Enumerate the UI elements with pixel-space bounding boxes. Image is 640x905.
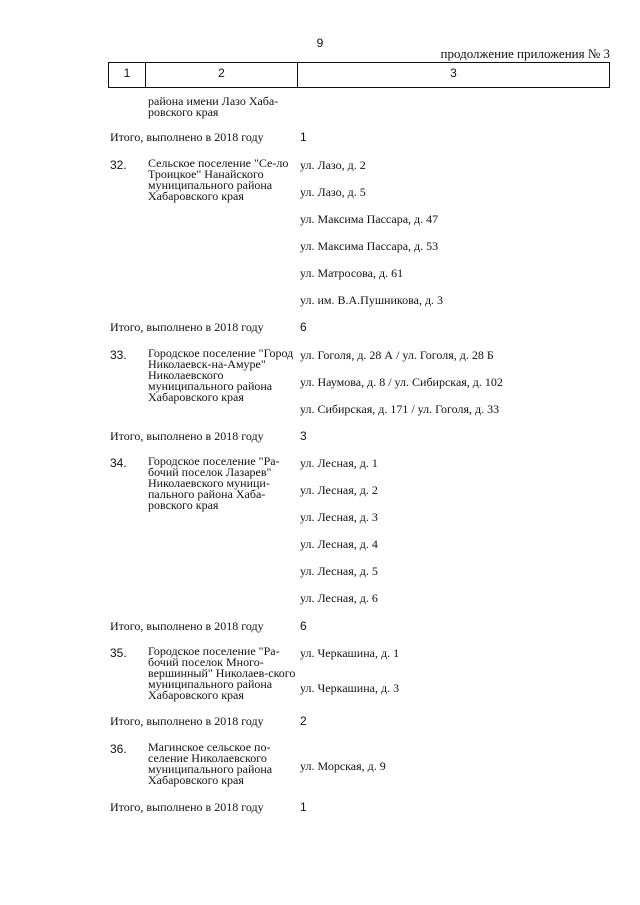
row-number: 36. bbox=[110, 742, 127, 756]
row-address: ул. Лесная, д. 1 bbox=[300, 456, 378, 470]
total-value: 6 bbox=[300, 320, 307, 334]
row-organization: Сельское поселение "Се-ло Троицкое" Нанайского муниципального района Хабаровского края bbox=[148, 156, 289, 203]
row-address: ул. Лесная, д. 4 bbox=[300, 537, 378, 551]
total-label: Итого, выполнено в 2018 году bbox=[110, 429, 264, 443]
row-number: 32. bbox=[110, 158, 127, 172]
table-header bbox=[108, 62, 610, 88]
total-value: 2 bbox=[300, 714, 307, 728]
row-address: ул. Гоголя, д. 28 А / ул. Гоголя, д. 28 Б bbox=[300, 348, 494, 362]
total-label: Итого, выполнено в 2018 году bbox=[110, 800, 264, 814]
row-address: ул. Лесная, д. 2 bbox=[300, 483, 378, 497]
row-organization: Городское поселение "Город Николаевск-на-Амуре" Николаевского муниципального района Хабаровского края bbox=[148, 346, 294, 404]
appendix-continuation-note: продолжение приложения № 3 bbox=[440, 46, 610, 61]
total-value: 1 bbox=[300, 800, 307, 814]
row-address: ул. им. В.А.Пушникова, д. 3 bbox=[300, 293, 444, 307]
header-col-1: 1 bbox=[123, 66, 131, 80]
row-organization: Городское поселение "Ра-бочий поселок Много-вершинный" Николаев-ского муниципального района Хабаровского края bbox=[148, 644, 296, 702]
row-number: 35. bbox=[110, 646, 127, 660]
row-number: 34. bbox=[110, 456, 127, 470]
total-value: 1 bbox=[300, 130, 307, 144]
row-address: ул. Сибирская, д. 171 / ул. Гоголя, д. 33 bbox=[300, 402, 500, 416]
row-address: ул. Черкашина, д. 3 bbox=[300, 681, 400, 695]
total-label: Итого, выполнено в 2018 году bbox=[110, 714, 264, 728]
row-address: ул. Матросова, д. 61 bbox=[300, 266, 404, 280]
row-number: 33. bbox=[110, 348, 127, 362]
total-value: 3 bbox=[300, 429, 307, 443]
row-address: ул. Лесная, д. 6 bbox=[300, 591, 378, 605]
total-label: Итого, выполнено в 2018 году bbox=[110, 320, 264, 334]
total-label: Итого, выполнено в 2018 году bbox=[110, 619, 264, 633]
header-col-2: 2 bbox=[218, 66, 225, 80]
row-address: ул. Максима Пассара, д. 47 bbox=[300, 212, 439, 226]
row-address: ул. Морская, д. 9 bbox=[300, 759, 386, 773]
row-address: ул. Наумова, д. 8 / ул. Сибирская, д. 102 bbox=[300, 375, 503, 389]
page-number: 9 bbox=[316, 36, 324, 50]
total-value: 6 bbox=[300, 619, 307, 633]
total-label: Итого, выполнено в 2018 году bbox=[110, 130, 264, 144]
row-address: ул. Лесная, д. 3 bbox=[300, 510, 378, 524]
row-address: ул. Лесная, д. 5 bbox=[300, 564, 378, 578]
row-address: ул. Лазо, д. 2 bbox=[300, 158, 366, 172]
row-address: ул. Лазо, д. 5 bbox=[300, 185, 366, 199]
row-address: ул. Максима Пассара, д. 53 bbox=[300, 239, 439, 253]
row-address: ул. Черкашина, д. 1 bbox=[300, 646, 400, 660]
header-col-3: 3 bbox=[450, 66, 457, 80]
row-organization: Магинское сельское по-селение Николаевского муниципального района Хабаровского края bbox=[148, 740, 273, 787]
carry-over-org: района имени Лазо Хаба-ровского края bbox=[148, 94, 279, 119]
row-organization: Городское поселение "Ра-бочий поселок Лазарев" Николаевского муници-пального района Хаба-ровского края bbox=[148, 454, 280, 512]
